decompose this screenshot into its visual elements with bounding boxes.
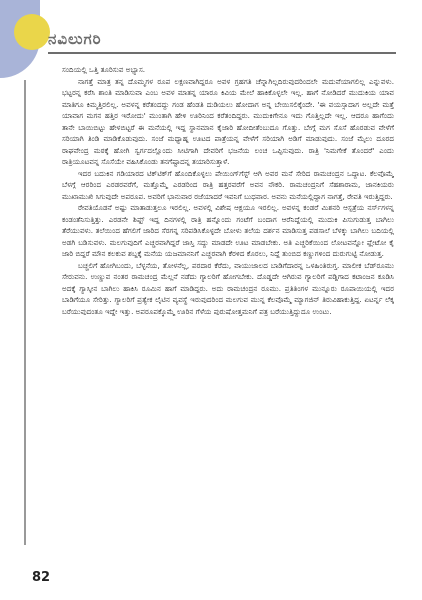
paragraph: ಸಂದಿಯಲ್ಲಿ ಒತ್ತಿ ತೂರಿಸುವ ಅಭ್ಯಾಸ.	[62, 65, 146, 74]
running-header-title: ನವಿಲುಗರಿ	[48, 30, 102, 48]
page-number: 82	[32, 570, 51, 585]
header-divider	[48, 52, 396, 54]
corner-decoration-yellow-circle	[14, 14, 50, 50]
paragraph: ಬಚ್ಚಲಿಗೆ ಹೋಗಿಬಂದು, ಬೆಳ್ಳನೆಯ, ತೋಳನೆಲ್ಲ, ಪರದಾರ ಕೆರೆದು, ವಾಯುಜಾಲದ ಬಾಡಿಗೆದಾರನ್ನ ಒಳಹಿಂತಿರುಗ್ತ. ಮಾಲೀಕ ಬೆಡ್‌ರೂಮು ಸೇರುವನು. ಉಣ್ಣುವ ನಂತರ ರಾಮಚಂದ್ರ ಮೆಲ್ಲನೆ ನಡೆದು ಗ್ಯಾಲರಿಗೆ ಹೋಗಬೇಕು. ದೊಡ್ಡದೇ ಆಗಿರುವ ಗ್ಯಾಲರಿಗೆ ಪಡ್ದಿಗಾದ ಕಟಾಂಜನ ಕೂಡಿಸಿ ಅದಕ್ಕೆ ಗ್ಯಾಸ್ಕೀನ ಬಾಗಿಲು ಹಾಕಿಸಿ ರೂಮಿನ ಹಾಗೆ ಮಾಡಿದ್ದರು. ಅದು ರಾಮಚಂದ್ರನ ರೂಮು. ಪ್ರತಿತಿಂಗಳ ಮುನ್ನೂರು ರೂಪಾಯಿಯಲ್ಲಿ ಇದರ ಬಾಡಿಗೆಯೂ ಸೇರಿತ್ತು. ಗ್ಯಾಲರಿಗೆ ಪ್ರತ್ಯೇಕ ಲೈಟಿನ ವ್ಯವಸ್ಥೆ ಇರುವುದರಿಂದ ಮಲಗುವ ಮುನ್ನ ಕೆಲವೊಮ್ಮೆ ಮ್ಯಾಗಜಿನ್ ತಿರುವಿಹಾಕುತ್ತಿದ್ದ. ಏಟರ್ನ್ನ ಲೆಕ್ಕ ಬರೆಯುವುದಂತೂ ಇದ್ದೇ ಇತ್ತು. ಅಪರೂಪಕ್ಕೊಮ್ಮೆ ಊರಿನ ಗೆಳೆಯ ಪುರುಷೋತ್ತಮನಿಗೆ ಪತ್ರ ಬರೆಯುತ್ತಿದ್ದುದೂ ಉಂಟು.	[62, 260, 394, 316]
paragraph: ಇದರ ಬದುಕಿನ ಗಡಿಯಾರದ ಟಿಕ್‌ಟಿಕ್‌ಗೆ ಹೊಂದಿಕೊಳ್ಳಲು ಪೇಯಿಂಗ್‌ಗೆಸ್ಟ್ ಆಗಿ ಅವರ ಮನೆ ಸೇರಿದ ರಾಮಚಂದ್ರನ ಒದ್ದಾಟ. ಕೆಲವೊಮ್ಮೆ ಬೆಳಗ್ಗೆ ಆರರಿಂದ ಎರಡರವರೆಗೆ, ಮತ್ತೊಮ್ಮೆ ಎರಡರಿಂದ ರಾತ್ರಿ ಹತ್ತರವರೆಗೆ ಅವನ ನೌಕರಿ. ರಾಮಚಂದ್ರನಿಗೆ ಸೆಹಶಾರಾಮ, ಜಾನಕಿಯರು ಮುಖಾಮುಖಿ ಸಿಗುವುದೇ ಅಪರೂಪ. ಅವರಿಗೆ ಭಾನುವಾರ ರಜೆಯಾದರೆ ಇವನಿಗೆ ಬುಧವಾರ. ಅವನು ಮನೆಯಲ್ಲಿದ್ದಾಗ ನಾಗತ್ತೆ, ರೇವತಿ ಇರುತ್ತಿದ್ದರು.	[62, 168, 394, 201]
paragraph: ನಾಗತ್ತೆ ಮಾತ್ರ ತನ್ನ ದೊಮ್ಮಗಳ ರೂಪ ಲಕ್ಷಣವಾಗಿದ್ದರೂ ಅವಳ ಗ್ರಹಗತಿ ಚೆನ್ನಾಗಿಲ್ಲದಿರುವುದರಿಂದಲೇ ಮದುವೆಯಾಗಲಿಲ್ಲ ಎನ್ನುವಳು. ಭಟ್ಟರನ್ನ ಕರೆಸಿ ಶಾಂತಿ ಮಾಡಿಸುವಾ ಎಂಬ ಅವಳ ಮಾತನ್ನ ಯಾರೂ ಕಿವಿಯ ಮೇಲೆ ಹಾಕಿಕೊಳ್ಳಲೇ ಇಲ್ಲ. ಹಾಗೆ ನೋಡಿದರೆ ಮುದುಕಿಯ ಯಾವ ಮಾತಿಗೂ ಕಿಮ್ಮತ್ತಿರಲಿಲ್ಲ. ಅವಳನ್ನ ಕರೆತಂದದ್ದು ಗಂಡ ಹೆಂಡತಿ ದುಡಿಯಲು ಹೋದಾಗ ಅನ್ನ ಬೇಯಿಸಲಿಕ್ಕೆಂದೇ. 'ಈ ವಯಸ್ಸಾದಾಗ ಅಲ್ಲದೇ ಮತ್ತೆ ಯಾವಾಗ ಮಗನ ಹತ್ತಿರ ಇರೋದು' ಮುಂತಾಗಿ ಹೇಳಿ ಊರಿನಿಂದ ಕರೆತಂದಿದ್ದರು. ಮುದುಕಿಗೇನೂ ಇದು ಗೊತ್ತಿಲ್ಲದೇ ಇಲ್ಲ. ಆದರೂ ಹಾಗೆಂದು ತಾನೇ ಬಾಯಿಬಿಟ್ಟು ಹೇಳಬಿಟ್ಟರೆ ಈ ಮನೆಯಲ್ಲಿ ಇದ್ದ ಸ್ಥಾನಮಾನ ಕೈಜಾರಿ ಹೋದೀತೆಂಬುದೂ ಗೊತ್ತು. ಬೇಗ್ಗೆ ಮಗ ಸೊಸೆ ಹೊರಡುವ ವೇಳೆಗೆ ಸರಿಯಾಗಿ ತಿಂಡಿ ಮಾಡಿಕೊಡುವುದು. ಸಂಜೆ ಮಧ್ಯಾಹ್ನ ಊಟದ ಪಾತ್ರೆಯನ್ನ ವೇಳೆಗೆ ಸರಿಯಾಗಿ ಅಡಿಗೆ ಮಾಡುವುದು. ಸಂಜೆ ಮೈಲು ದೂರದ ರಾಘವೇಂದ್ರ ಮಠಕ್ಕೆ ಹೋಗಿ ಸ್ವರ್ಗದಲ್ಲೊಂದು ಸೀಟಿಗಾಗಿ ದೇವರಿಗೆ ಭಜನೆಯ ಲಂಚ ಒಪ್ಪಿಸುವುದು. ರಾತ್ರಿ 'ನಿಮಗೇಕೆ ತೊಂದರೆ' ಎಂದು ರಾತ್ರಿಯೂಟವನ್ನ ಸೊಸೆಯೇ ವಹಿಸಿಕೊಂಡು ತನಗೆಷ್ಟಾದನ್ನ ತಯಾರಿಸುತ್ತಾಳೆ.	[62, 76, 394, 166]
paragraph: ರೇವತಿಯೊಡನೆ ಅಷ್ಟು ಮಾತಾಡುತ್ತಲೂ ಇರಲಿಲ್ಲ. ಅವಳಲ್ಲಿ ವಿಶೇಷ ಆಕ್ಷಯೂ ಇರಲಿಲ್ಲ. ಅವಳನ್ನ ಕಂಡರೆ ಮಿಶನರಿ ಆಸ್ಪತ್ರೆಯ ನರ್ಸ್‌ಗಳನ್ನ ಕಂಡಂತೆನಿಸುತ್ತಿತ್ತು. ಎರಡನೇ ಶಿಫ್ಟ್ ಇದ್ದ ದಿನಗಳಲ್ಲಿ ರಾತ್ರಿ ಹನ್ನೊಂದು ಗಂಟೆಗೆ ಬಂದಾಗ ಆರೆನಿದ್ದೆಯಲ್ಲಿ ಮುದುಕಿ ಪಿಸುಗುಡುತ್ತ ಬಾಗಿಲು ತೆರೆಯುವಳು. ತಲೆಯಿಂದ ಹೆಗಲಿಗೆ ಜಾರಿದ ಸೆರಗನ್ನ ಸರಿಪಡಿಸಿಕೊಳ್ಳದೇ ಬೋಳು ತಲೆಯ ದರ್ಶನ ಮಾಡಿಸುತ್ತ ಪಡಸಾಲೆ ಬೆಳಕ್ಕು ಬಾಗಿಲು ಬದಿಯಲ್ಲಿ ಅಡಗಿ ಬಡಿಸುವಳು. ಮಲಗುವುದಿಗೆ ಎಚ್ಚರವಾಗಿದ್ದರೆ ಜಾಸ್ತಿ ಸದ್ದು ಮಾಡದೇ ಊಟ ಮಾಡಬೇಕು. ಅತಿ ಎಚ್ಚರಿಕೆಯಿಂದ ಲೋಟವನ್ನೋ ಫ್ಲೇಟೋ ಕೈ ಜಾರಿ ಬಿದ್ದರೆ ಮೌನ ಕಲಕುವ ಶಬ್ದಕ್ಕೆ ಮನೆಯ ಯಜಮಾನನಿಗೆ ಎಚ್ಚರವಾಗಿ ಕೆರಳಿದ ಕೊರಲು, ನಿದ್ದೆ ತುಂಬಿದ ಕಣ್ಣುಗಳಿಂದ ದುರುಗುಟ್ಟಿ ನೋಡುತ್ತ.	[62, 203, 394, 258]
margin-rule	[24, 80, 26, 545]
body-text	[62, 64, 394, 569]
